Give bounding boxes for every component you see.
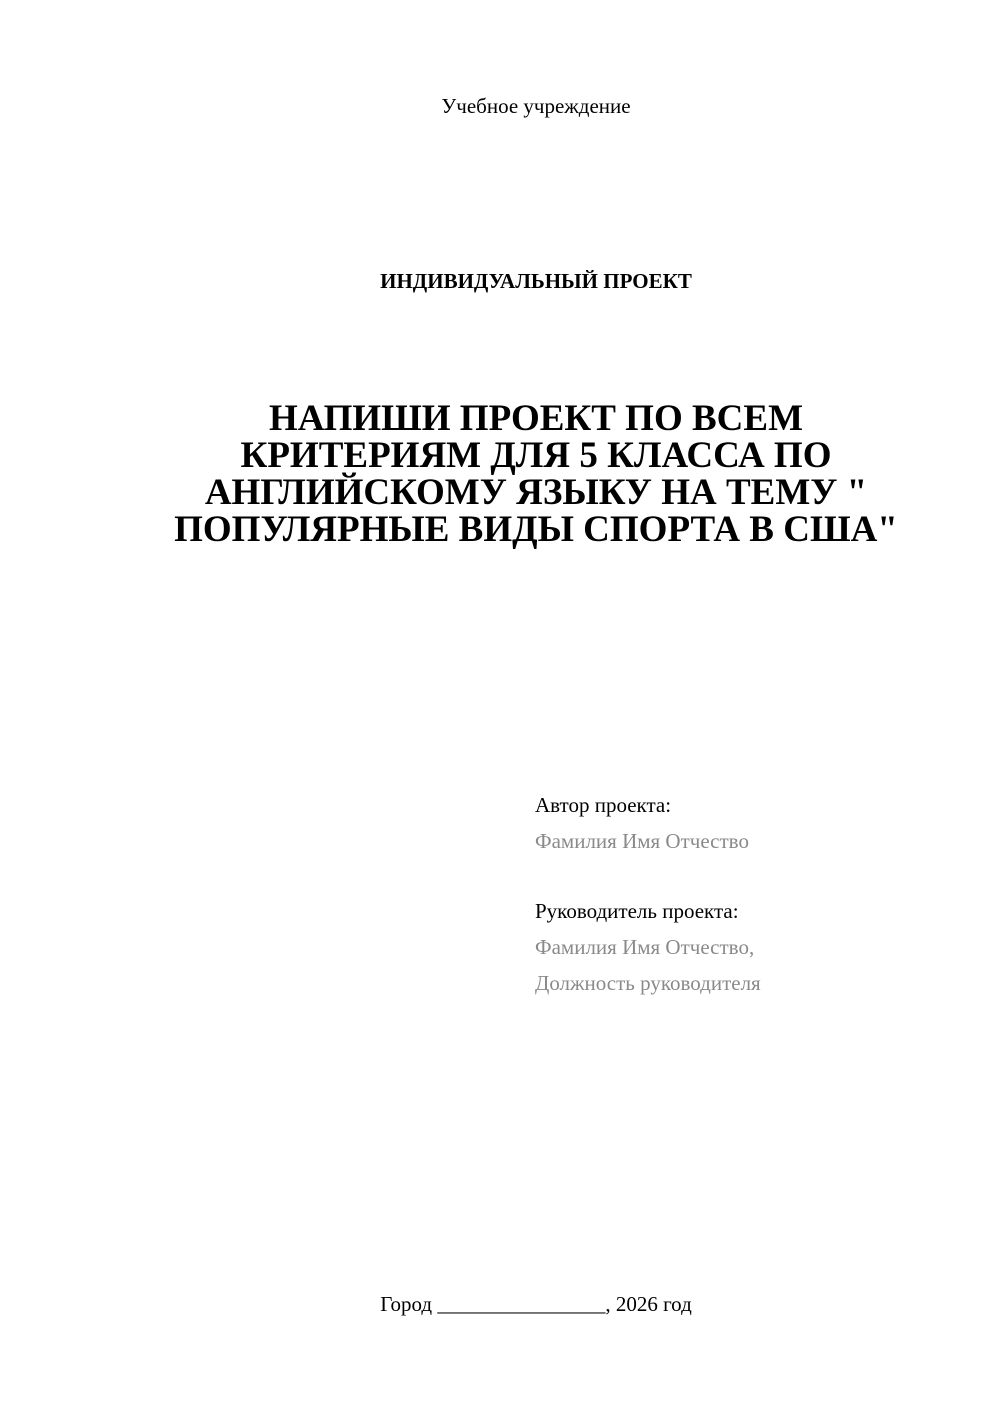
project-title	[100, 400, 972, 548]
supervisor-name: Фамилия Имя Отчество,	[535, 935, 755, 959]
supervisor-position: Должность руководителя	[535, 971, 761, 995]
project-title-line-3: АНГЛИЙСКОМУ ЯЗЫКУ НА ТЕМУ "	[204, 472, 868, 513]
institution-name: Учебное учреждение	[441, 94, 631, 118]
city-year-line: Город ________________, 2026 год	[380, 1292, 692, 1316]
author-name: Фамилия Имя Отчество	[535, 829, 749, 853]
spacer	[535, 859, 975, 893]
project-title-line-1: НАПИШИ ПРОЕКТ ПО ВСЕМ	[269, 398, 803, 439]
credits-block	[535, 787, 975, 1001]
author-label: Автор проекта:	[535, 793, 672, 817]
project-title-line-2: КРИТЕРИЯМ ДЛЯ 5 КЛАССА ПО	[240, 435, 832, 476]
supervisor-label: Руководитель проекта:	[535, 899, 739, 923]
project-title-line-4: ПОПУЛЯРНЫЕ ВИДЫ СПОРТА В США"	[174, 509, 898, 550]
project-type-heading: ИНДИВИДУАЛЬНЫЙ ПРОЕКТ	[380, 269, 692, 293]
